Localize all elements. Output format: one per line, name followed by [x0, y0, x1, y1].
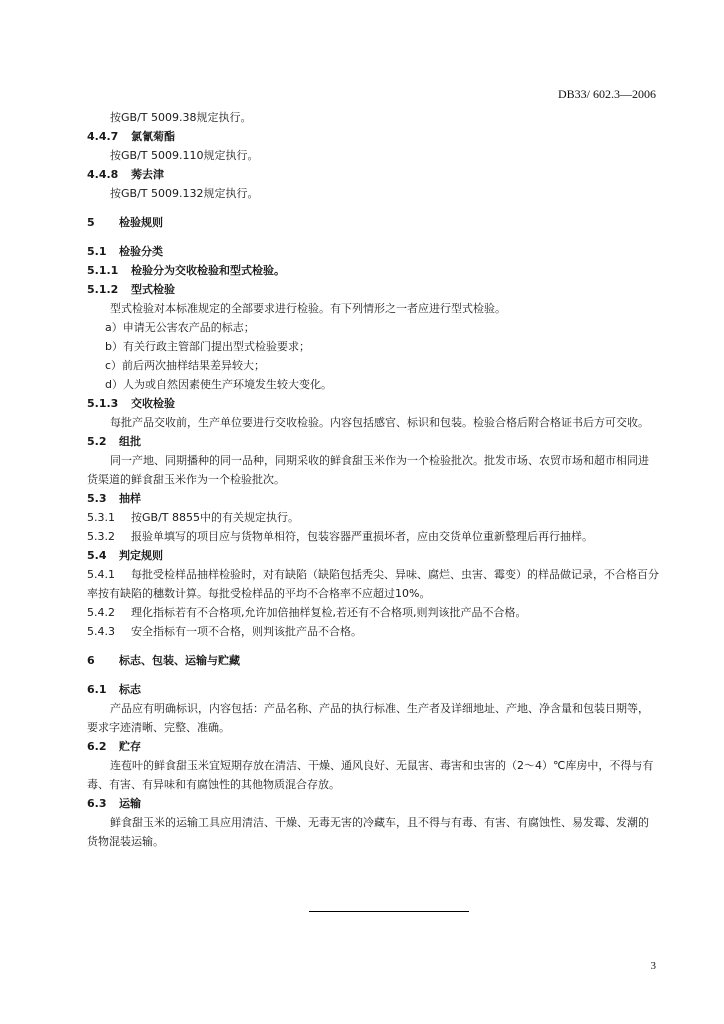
section-heading: 5.1.1 检验分为交收检验和型式检验。 [87, 264, 285, 277]
document-body [87, 108, 659, 851]
section-heading: 4.4.7 氯氰菊酯 [87, 130, 175, 143]
text-line: 按GB/T 5009.38规定执行。 [110, 111, 252, 124]
section-heading: 5.4 判定规则 [87, 549, 163, 562]
text-line: 5.4.3 安全指标有一项不合格，则判该批产品不合格。 [87, 625, 362, 638]
text-line: 5.4.2 理化指标若有不合格项,允许加倍抽样复检,若还有不合格项,则判该批产品不合格。 [87, 606, 527, 619]
text-line: 型式检验对本标准规定的全部要求进行检验。有下列情形之一者应进行型式检验。 [110, 302, 506, 315]
paragraph: 产品应有明确标识，内容包括：产品名称、产品的执行标准、生产者及详细地址、产地、净含量和包装日期等，要求字迹清晰、完整、准确。 [87, 702, 649, 734]
text-line: 5.3.2 报验单填写的项目应与货物单相符，包装容器严重损坏者，应由交货单位重新整理后再行抽样。 [87, 530, 593, 543]
paragraph: 鲜食甜玉米的运输工具应用清洁、干燥、无毒无害的冷藏车，且不得与有毒、有害、有腐蚀性、易发霉、发潮的货物混装运输。 [87, 816, 649, 848]
section-heading: 6.2 贮存 [87, 740, 141, 753]
paragraph: 每批产品交收前，生产单位要进行交收检验。内容包括感官、标识和包装。检验合格后附合格证书后方可交收。 [110, 416, 649, 429]
end-rule [309, 911, 469, 912]
section-heading: 6.1 标志 [87, 683, 141, 696]
paragraph: 连苞叶的鲜食甜玉米宜短期存放在清洁、干燥、通风良好、无鼠害、毒害和虫害的（2～4）℃库房中，不得与有毒、有害、有异味和有腐蚀性的其他物质混合存放。 [87, 759, 654, 791]
section-heading: 5.1.2 型式检验 [87, 283, 175, 296]
section-heading: 5.1 检验分类 [87, 245, 163, 258]
section-heading: 5.2 组批 [87, 435, 141, 448]
list-item: d）人为或自然因素使生产环境发生较大变化。 [105, 378, 332, 391]
page-number: 3 [650, 960, 656, 972]
section-heading: 4.4.8 莠去津 [87, 168, 164, 181]
section-heading: 5.3 抽样 [87, 492, 141, 505]
paragraph: 5.4.1 每批受检样品抽样检验时，对有缺陷（缺陷包括秃尖、异味、腐烂、虫害、霉变）的样品做记录，不合格百分率按有缺陷的穗数计算。每批受检样品的平均不合格率不应超过10%。 [87, 568, 659, 600]
paragraph: 同一产地、同期播种的同一品种，同期采收的鲜食甜玉米作为一个检验批次。批发市场、农贸市场和超市相同进货渠道的鲜食甜玉米作为一个检验批次。 [87, 454, 649, 486]
section-heading: 6.3 运输 [87, 797, 141, 810]
section-heading: 5.1.3 交收检验 [87, 397, 175, 410]
list-item: a）申请无公害农产品的标志； [105, 321, 255, 334]
document-code: DB33/ 602.3—2006 [557, 87, 656, 101]
text-line: 5.3.1 按GB/T 8855中的有关规定执行。 [87, 511, 299, 524]
text-line: 按GB/T 5009.132规定执行。 [110, 187, 259, 200]
text-line: 按GB/T 5009.110规定执行。 [110, 149, 259, 162]
list-item: b）有关行政主管部门提出型式检验要求； [105, 340, 310, 353]
chapter-heading: 6 标志、包装、运输与贮藏 [87, 654, 240, 667]
list-item: c）前后两次抽样结果差异较大； [105, 359, 266, 372]
chapter-heading: 5 检验规则 [87, 216, 163, 229]
